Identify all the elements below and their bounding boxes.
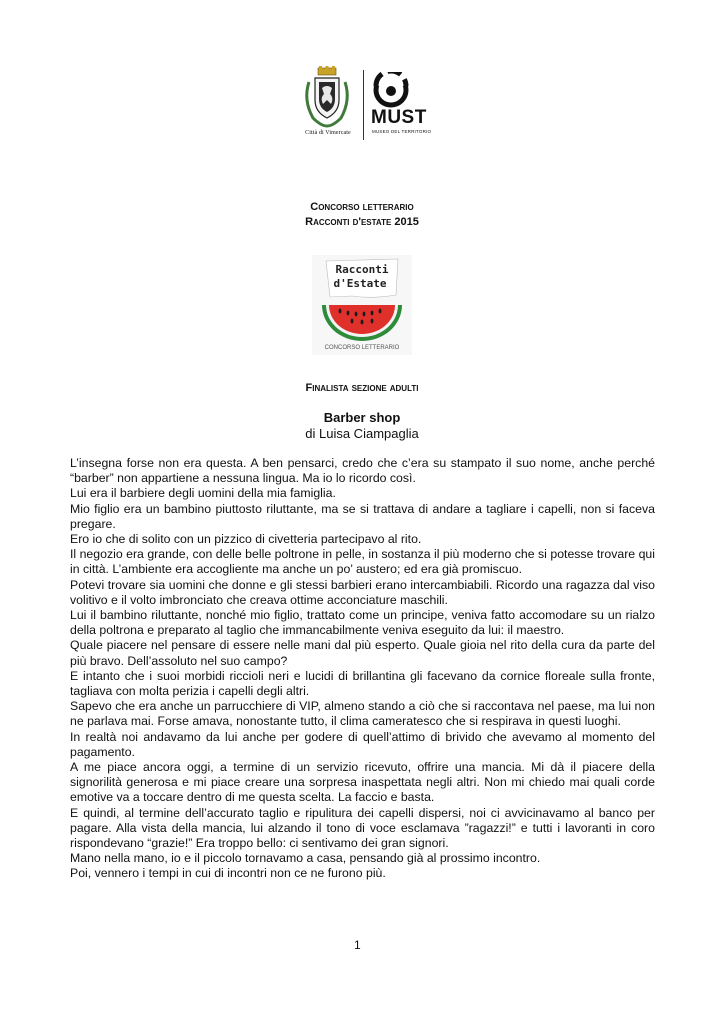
paragraph: Quale piacere nel pensare di essere nelle mani dal più esperto. Quale gioia nel rito della cura da parte del più bravo. Dell’assoluto nel suo campo? xyxy=(70,638,655,668)
museum-subtitle: MUSEO DEL TERRITORIO xyxy=(372,129,432,134)
header-logos xyxy=(297,66,432,141)
paragraph: E quindi, al termine dell’accurato taglio e ripulitura dei capelli dispersi, noi ci avvicinavamo al banco per pagare. Alla vista della mancia, lui alzando il tono di voce esclamava ”ragazzi!” e tutti i lavoranti in coro rispondevano “grazie!” Era troppo bello: ci sentivamo dei gran signori. xyxy=(70,805,655,851)
must-logo-icon xyxy=(373,72,409,108)
section-heading xyxy=(0,381,724,395)
paragraph: Mio figlio era un bambino piuttosto riluttante, ma se si trattava di andare a tagliare i capelli, non si faceva pregare. xyxy=(70,501,655,531)
paragraph: Sapevo che era anche un parrucchiere di VIP, almeno stando a ciò che si raccontava nel paese, ma lui non ne parlava mai. Forse amava, nonostante tutto, il clima cameratesco che si respirava in questi luoghi. xyxy=(70,699,655,729)
contest-line-2 xyxy=(0,215,724,229)
racconti-estate-badge xyxy=(312,255,412,355)
paragraph: Lui il bambino riluttante, nonché mio figlio, trattato come un principe, veniva fatto accomodare su un rialzo della poltrona e preparato al taglio che immancabilmente veniva eseguito da lui: il maestro. xyxy=(70,608,655,638)
contest-line-1-text: Concorso letterario xyxy=(310,201,414,213)
badge-caption: CONCORSO LETTERARIO xyxy=(324,345,400,351)
section-heading-text: Finalista sezione adulti xyxy=(305,382,419,394)
paragraph: Il negozio era grande, con delle belle poltrone in pelle, in sostanza il più moderno che si potesse trovare qui in città. L’ambiente era accogliente ma anche un po’ austero; ed era già promiscuo. xyxy=(70,547,655,577)
story-title-block xyxy=(0,410,724,442)
story-title: Barber shop xyxy=(323,410,401,425)
paragraph: Ero io che di solito con un pizzico di civetteria partecipavo al rito. xyxy=(70,532,422,547)
badge-title-line-2: d'Estate xyxy=(333,277,387,290)
paragraph: Lui era il barbiere degli uomini della mia famiglia. xyxy=(70,486,336,501)
paragraph: Poi, vennero i tempi in cui di incontri non ce ne furono più. xyxy=(70,866,386,881)
paragraph: A me piace ancora oggi, a termine di un servizio ricevuto, offrire una mancia. Mi dà il piacere della signorilità generosa e mi piace creare una sorpresa inaspettata negli altri. Non mi chiedo mai quali corde emotive va a toccare dentro di me questa scelta. La faccio e basta. xyxy=(70,760,655,805)
paragraph: Mano nella mano, io e il piccolo tornavamo a casa, pensando già al prossimo incontro. xyxy=(70,851,541,866)
badge-title-line-1: Racconti xyxy=(335,263,389,276)
page-number: 1 xyxy=(354,938,361,952)
museum-name: MUST xyxy=(371,107,427,128)
contest-line-1 xyxy=(0,200,724,214)
story-body xyxy=(70,456,655,882)
paragraph: L’insegna forse non era questa. A ben pensarci, credo che c’era su stampato il suo nome, anche perché “barber” non appartiene a nessuna lingua. Ma io lo ricordo così. xyxy=(70,456,655,486)
paragraph: Potevi trovare sia uomini che donne e gli stessi barbieri erano intercambiabili. Ricordo una ragazza dal viso volitivo e il volto imbronciato che creava ottime acconciature maschili. xyxy=(70,577,655,607)
city-crest-icon xyxy=(301,66,353,128)
paragraph: In realtà noi andavamo da lui anche per godere di quell’attimo di brivido che avevamo al momento del pagamento. xyxy=(70,729,655,759)
story-author: di Luisa Ciampaglia xyxy=(305,426,419,441)
city-caption: Città di Vimercate xyxy=(305,130,351,136)
contest-line-2-text: Racconti d'estate 2015 xyxy=(305,216,419,228)
paragraph: E intanto che i suoi morbidi riccioli neri e lucidi di brillantina gli facevano da cornice floreale sulla fronte, tagliava con molta perizia i capelli degli altri. xyxy=(70,668,655,699)
logo-divider xyxy=(363,70,364,140)
